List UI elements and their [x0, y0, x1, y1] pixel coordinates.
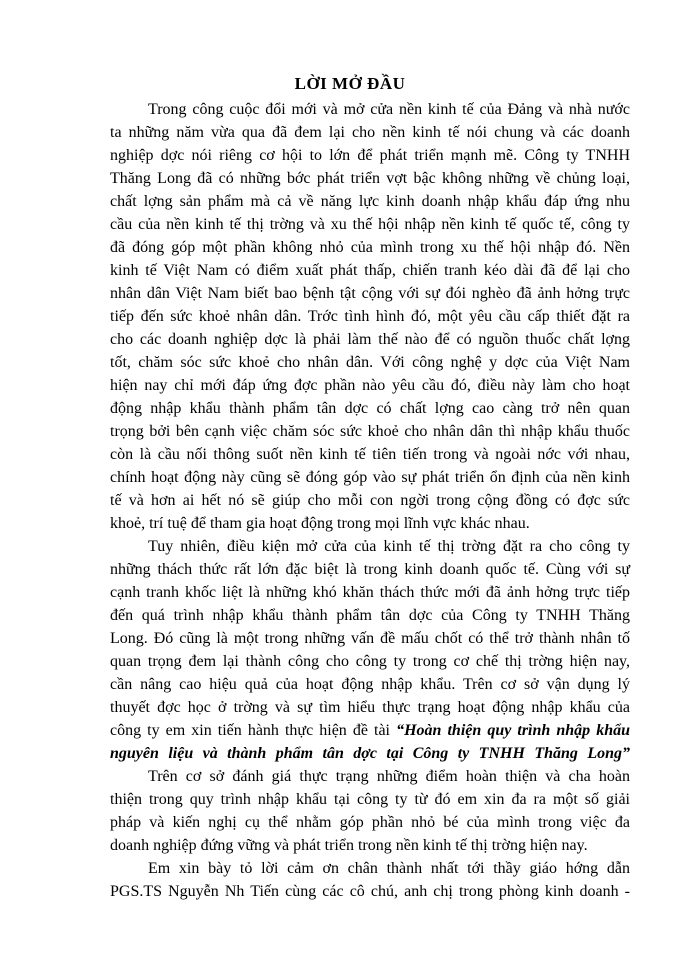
text-line: kinh tế Việt Nam có điểm xuất phát thấp, chiến tranh kéo dài đã để lại cho — [110, 262, 630, 279]
text-line: chất lợng sản phẩm mà cả về năng lực kinh doanh nhập khẩu đáp ứng nhu — [110, 193, 630, 210]
text-line: đến quá trình nhập khẩu thành phẩm tân dợc của Công ty TNHH Thăng — [110, 607, 630, 624]
text-line: Tuy nhiên, điều kiện mở cửa của kinh tế thị trờng đặt ra cho công ty — [148, 538, 630, 555]
text-line: doanh nghiệp đứng vững và phát triển trong nền kinh tế thị trờng hiện nay. — [110, 837, 588, 854]
paragraph-1 — [110, 98, 630, 535]
text-line: tế và hơn ai hết nó sẽ giúp cho mỗi con ngời trong cộng đồng có đợc sức — [110, 492, 630, 509]
text-line-start: công ty em xin tiến hành thực hiện đề tài — [110, 722, 397, 739]
text-line: nghiệp dợc nói riêng cơ hội to lớn để phát triển mạnh mẽ. Công ty TNHH — [110, 147, 630, 164]
text-line: những thách thức rất lớn đặc biệt là trong kinh doanh quốc tế. Cùng với sự — [110, 561, 630, 578]
text-line: Trên cơ sở đánh giá thực trạng những điểm hoàn thiện và cha hoàn — [148, 768, 630, 785]
text-line — [110, 719, 630, 742]
text-line: Thăng Long đã có những bớc phát triển vợt bậc không những về chủng loại, — [110, 170, 630, 187]
text-line: ta những năm vừa qua đã đem lại cho nền kinh tế nói chung và các doanh — [110, 124, 630, 141]
text-line: Em xin bày tỏ lời cảm ơn chân thành nhất tới thầy giáo hớng dẫn — [148, 860, 630, 877]
page-title: LỜI MỞ ĐẦU — [294, 74, 406, 93]
text-line: tiếp đến sức khoẻ nhân dân. Trớc tình hình đó, một yêu cầu cấp thiết đặt ra — [110, 308, 630, 325]
text-line: cần nâng cao hiệu quả của hoạt động nhập khẩu. Trên cơ sở vận dụng lý — [110, 676, 630, 693]
text-line: hiện nay chỉ mới đáp ứng đợc phần nào yêu cầu đó, điều này làm cho hoạt — [110, 377, 630, 394]
thesis-title-start: “Hoàn thiện quy trình nhập khẩu — [396, 722, 631, 739]
text-line: Trong công cuộc đổi mới và mở cửa nền kinh tế của Đảng và nhà nước — [148, 101, 630, 118]
text-line: pháp và kiến nghị cụ thể nhằm góp phần nhỏ bé của mình trong việc đa — [110, 814, 630, 831]
text-line: khoẻ, trí tuệ để tham gia hoạt động trong mọi lĩnh vực khác nhau. — [110, 515, 530, 532]
paragraph-4 — [110, 857, 630, 903]
text-line: quan trọng đem lại thành công cho công ty trong cơ chế thị trờng hiện nay, — [110, 653, 630, 670]
text-line: thuyết đợc học ở trờng và sự tìm hiểu thực trạng hoạt động nhập khẩu của — [110, 699, 630, 716]
text-line: PGS.TS Nguyễn Nh Tiến cùng các cô chú, anh chị trong phòng kinh doanh - — [110, 883, 630, 900]
text-line: cho các doanh nghiệp dợc là phải làm thế nào để có nguồn thuốc chất lợng — [110, 331, 630, 348]
thesis-title-line: nguyên liệu và thành phẩm tân dợc tại Công ty TNHH Thăng Long” — [110, 745, 630, 762]
text-line: trọng bởi bên cạnh việc chăm sóc sức khoẻ cho nhân dân thì nhập khẩu thuốc — [110, 423, 630, 440]
text-line: tốt, chăm sóc sức khoẻ cho nhân dân. Với công nghệ y dợc của Việt Nam — [110, 354, 630, 371]
text-line: cầu của nền kinh tế thị trờng và xu thế hội nhập nền kinh tế quốc tế, công ty — [110, 216, 630, 233]
paragraph-3 — [110, 765, 630, 857]
text-line: Long. Đó cũng là một trong những vấn đề mấu chốt có thể trở thành nhân tố — [110, 630, 630, 647]
text-line: đã đóng góp một phần không nhỏ của mình trong xu thế hội nhập đó. Nền — [110, 239, 630, 256]
body-text — [110, 98, 630, 903]
text-line: còn là cầu nối thông suốt nền kinh tế tiên tiến trong và ngoài nớc với nhau, — [110, 446, 630, 463]
text-line: thiện trong quy trình nhập khẩu tại công ty từ đó em xin đa ra một số giải — [110, 791, 630, 808]
text-line: nhân dân Việt Nam biết bao bệnh tật cộng với sự đói nghèo đã ảnh hởng trực — [110, 285, 630, 302]
paragraph-2 — [110, 535, 630, 765]
text-line: động nhập khẩu thành phẩm tân dợc có chất lợng cao càng trở nên quan — [110, 400, 630, 417]
text-line: chính hoạt động này cũng sẽ đóng góp vào sự phát triển ổn định của nền kinh — [110, 469, 630, 486]
text-line: cạnh tranh khốc liệt là những khó khăn thách thức mới đã ảnh hởng trực tiếp — [110, 584, 630, 601]
